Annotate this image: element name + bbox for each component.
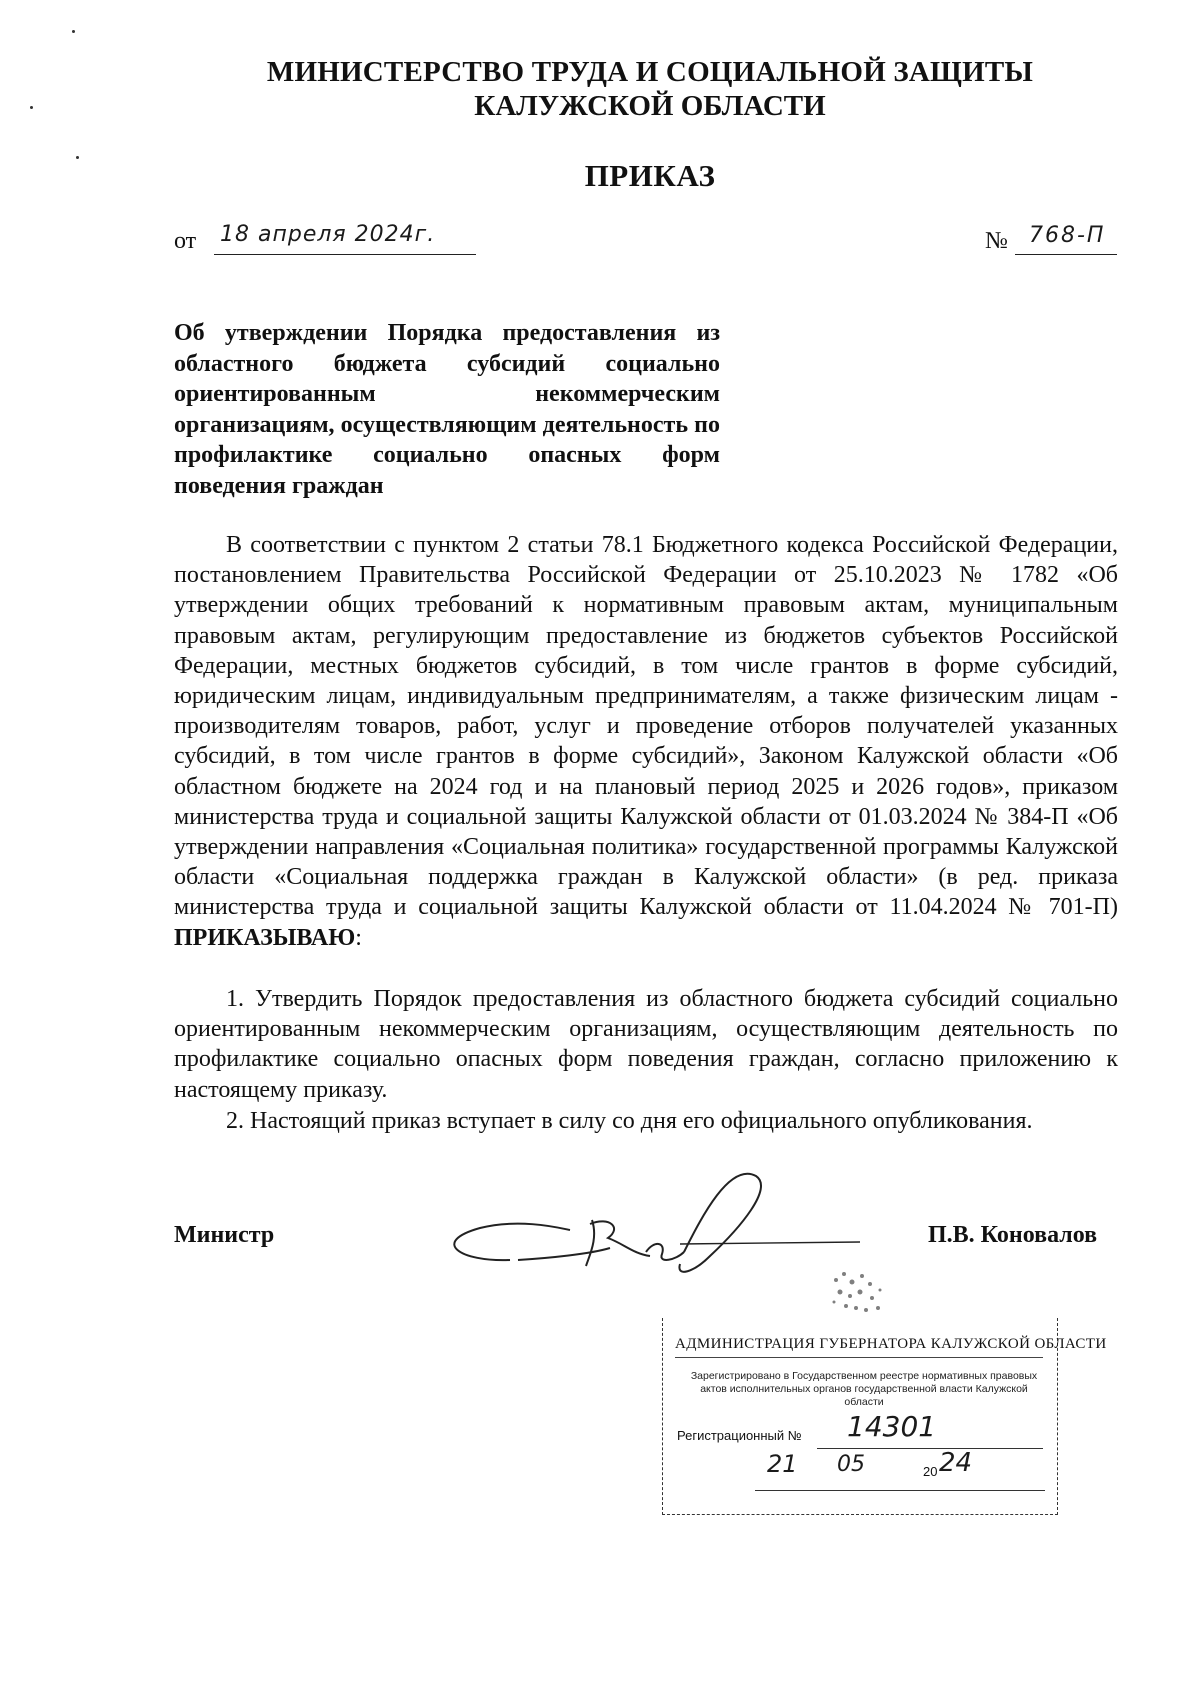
order-item-2-text: 2. Настоящий приказ вступает в силу со дня его официального опубликования. bbox=[226, 1108, 1033, 1134]
command-word: ПРИКАЗЫВАЮ bbox=[174, 924, 356, 951]
stamp-reg-label: Регистрационный № bbox=[677, 1428, 802, 1443]
number-field bbox=[1015, 223, 1117, 255]
stamp-organization: АДМИНИСТРАЦИЯ ГУБЕРНАТОРА КАЛУЖСКОЙ ОБЛАСТИ bbox=[675, 1336, 1043, 1358]
ministry-name-line1: МИНИСТЕРСТВО ТРУДА И СОЦИАЛЬНОЙ ЗАЩИТЫ bbox=[266, 56, 1034, 88]
preamble-text: В соответствии с пунктом 2 статьи 78.1 Бюджетного кодекса Российской Федерации, постановлением Правительства Российской Федерации от 25.10.2023 № 1782 «Об утверждении общих требований к нормативным правовым актам, муниципальным правовым актам, регулирующим предоставление из бюджетов субъектов Российской Федерации, местных бюджетов субсидий, в том числе грантов в форме субсидий, юридическим лицам, индивидуальным предпринимателям, а также физическим лицам - производителям товаров, работ, услуг и проведение отборов получателей указанных субсидий, в том числе грантов в форме субсидий», Законом Калужской области «Об областном бюджете на 2024 год и на плановый период 2025 и 2026 годов», приказом министерства труда и социальной защиты Калужской области от 01.03.2024 № 384-П «Об утверждении направления «Социальная политика» государственной программы Калужской области «Социальная поддержка граждан в Калужской области» (в ред. приказа министерства труда и социальной защиты Калужской области от 11.04.2024 № 701-П) bbox=[174, 532, 1118, 921]
date-prefix: от bbox=[174, 228, 197, 254]
order-item-1-text: 1. Утвердить Порядок предоставления из областного бюджета субсидий социально ориентированным некоммерческим организациям, осуществляющим деятельность по профилактике социально опасных форм поведения граждан, согласно приложению к настоящему приказу. bbox=[174, 986, 1118, 1103]
number-handwritten: 768-П bbox=[1029, 223, 1106, 248]
stamp-date-line bbox=[755, 1474, 1045, 1491]
number-prefix: № bbox=[985, 228, 1008, 254]
stamp-day: 21 bbox=[767, 1450, 798, 1478]
stamp-registration-note: Зарегистрировано в Государственном реестре нормативных правовых актов исполнительных органов государственной власти Калужской области bbox=[690, 1370, 1038, 1408]
stamp-month: 05 bbox=[837, 1452, 865, 1477]
scan-speck bbox=[72, 30, 75, 33]
preamble-paragraph bbox=[174, 530, 1118, 953]
state-emblem-seal bbox=[818, 1262, 898, 1326]
order-subject: Об утверждении Порядка предоставления из областного бюджета субсидий социально ориентированным некоммерческим организациям, осуществляющим деятельность по профилактике социально опасных форм поведения граждан bbox=[174, 320, 720, 499]
scan-speck bbox=[30, 106, 33, 109]
date-field bbox=[214, 222, 476, 255]
command-suffix: : bbox=[355, 924, 362, 951]
registration-stamp bbox=[662, 1318, 1107, 1515]
signer-name: П.В. Коновалов bbox=[928, 1222, 1098, 1248]
handwritten-signature bbox=[440, 1168, 880, 1288]
order-item-2 bbox=[174, 1106, 1118, 1136]
document-type: ПРИКАЗ bbox=[584, 158, 716, 193]
date-handwritten: 18 апреля 2024г. bbox=[220, 222, 436, 247]
stamp-year-prefix: 20 bbox=[923, 1464, 938, 1479]
ministry-name-line2: КАЛУЖСКОЙ ОБЛАСТИ bbox=[474, 90, 826, 122]
stamp-reg-number: 14301 bbox=[847, 1410, 937, 1443]
order-item-1 bbox=[174, 984, 1118, 1105]
signer-title: Министр bbox=[174, 1222, 275, 1248]
stamp-year: 24 bbox=[939, 1448, 973, 1478]
